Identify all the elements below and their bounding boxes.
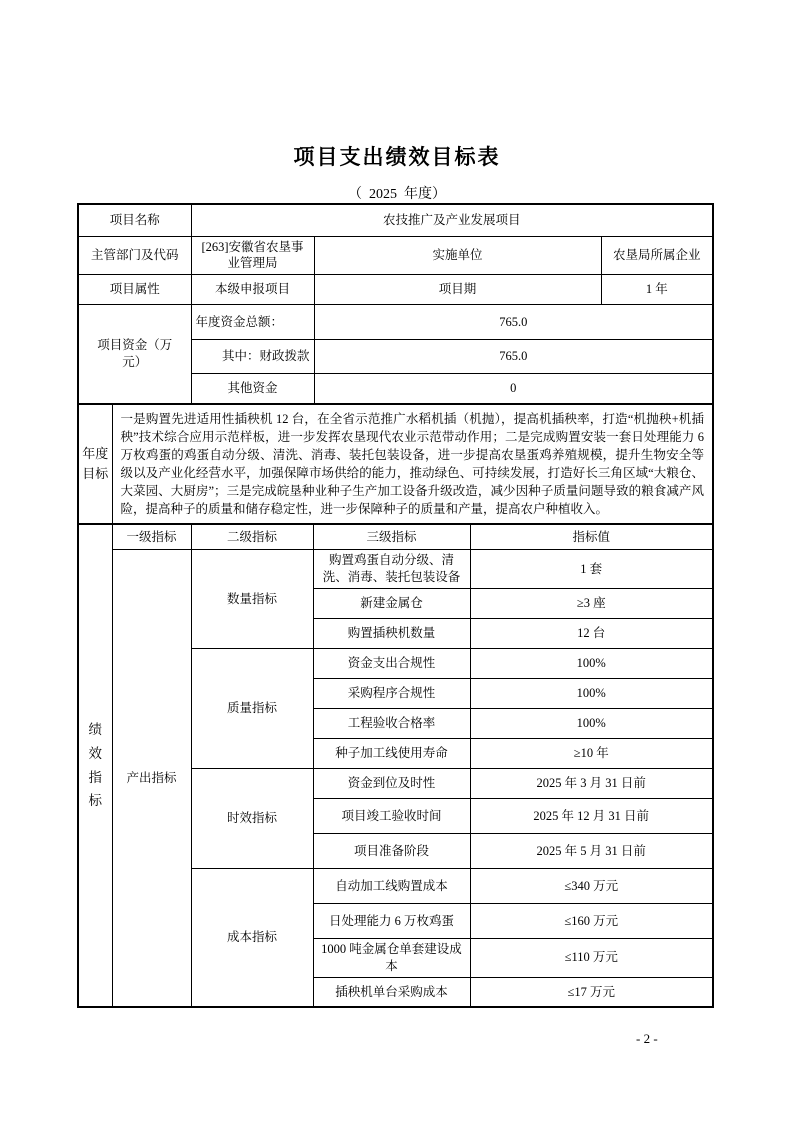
indicator-value: 2025 年 5 月 31 日前 <box>470 834 713 869</box>
attr-value: 本级申报项目 <box>191 275 314 305</box>
table-row <box>78 204 713 236</box>
group-timeliness: 时效指标 <box>191 769 313 869</box>
indicator-value: 2025 年 12 月 31 日前 <box>470 799 713 834</box>
indicator-value: 100% <box>470 709 713 739</box>
indicator-label: 购置鸡蛋自动分级、清洗、消毒、装托包装设备 <box>313 550 470 589</box>
header-level1: 一级指标 <box>112 524 191 550</box>
level1-output-indicator: 产出指标 <box>112 550 191 1008</box>
indicator-value: ≤110 万元 <box>470 939 713 978</box>
page-subtitle: （ 2025 年度） <box>348 187 446 202</box>
period-label: 项目期 <box>314 275 601 305</box>
indicator-label: 日处理能力 6 万枚鸡蛋 <box>313 904 470 939</box>
indicator-label: 采购程序合规性 <box>313 679 470 709</box>
project-name-label: 项目名称 <box>78 204 191 236</box>
group-cost: 成本指标 <box>191 869 313 1008</box>
table-row <box>78 550 713 589</box>
indicator-label: 1000 吨金属仓单套建设成本 <box>313 939 470 978</box>
indicator-label: 项目准备阶段 <box>313 834 470 869</box>
table-row <box>78 275 713 305</box>
fiscal-label: 其中：财政拨款 <box>191 340 314 374</box>
indicator-label: 项目竣工验收时间 <box>313 799 470 834</box>
indicator-value: 1 套 <box>470 550 713 589</box>
funds-label: 项目资金（万元） <box>78 305 191 404</box>
indicator-value: ≤160 万元 <box>470 904 713 939</box>
annual-total-label: 年度资金总额： <box>191 305 314 340</box>
indicator-label: 新建金属仓 <box>313 589 470 619</box>
indicator-value: ≥3 座 <box>470 589 713 619</box>
attr-label: 项目属性 <box>78 275 191 305</box>
indicator-value: 100% <box>470 679 713 709</box>
table-row <box>78 404 713 524</box>
indicator-label: 购置插秧机数量 <box>313 619 470 649</box>
indicator-value: ≤340 万元 <box>470 869 713 904</box>
dept-label: 主管部门及代码 <box>78 236 191 275</box>
indicator-label: 资金支出合规性 <box>313 649 470 679</box>
annual-total-value: 765.0 <box>314 305 713 340</box>
indicator-value: 100% <box>470 649 713 679</box>
performance-indicator-side-label: 绩效指标 <box>78 524 112 1008</box>
indicator-label: 自动加工线购置成本 <box>313 869 470 904</box>
project-name-value: 农技推广及产业发展项目 <box>191 204 713 236</box>
indicator-label: 资金到位及时性 <box>313 769 470 799</box>
project-info-table <box>77 203 714 405</box>
indicator-label: 工程验收合格率 <box>313 709 470 739</box>
dept-value: [263]安徽省农垦事业管理局 <box>191 236 314 275</box>
group-quantity: 数量指标 <box>191 550 313 649</box>
indicator-value: 2025 年 3 月 31 日前 <box>470 769 713 799</box>
other-funds-label: 其他资金 <box>191 374 314 404</box>
table-header-row <box>78 524 713 550</box>
indicator-value: 12 台 <box>470 619 713 649</box>
page-number: - 2 - <box>636 1031 658 1046</box>
header-value: 指标值 <box>470 524 713 550</box>
impl-unit-value: 农垦局所属企业 <box>601 236 713 275</box>
group-quality: 质量指标 <box>191 649 313 769</box>
annual-goal-label: 年度目标 <box>78 404 112 524</box>
other-funds-value: 0 <box>314 374 713 404</box>
page-title: 项目支出绩效目标表 <box>293 145 501 169</box>
period-value: 1 年 <box>601 275 713 305</box>
indicator-label: 插秧机单台采购成本 <box>313 977 470 1007</box>
fiscal-value: 765.0 <box>314 340 713 374</box>
header-level3: 三级指标 <box>313 524 470 550</box>
annual-goal-text: 一是购置先进适用性插秧机 12 台，在全省示范推广水稻机插（机抛），提高机插秧率，打造“机抛秧+机插秧”技术综合应用示范样板，进一步发挥农垦现代农业示范带动作用；二是完成购置安装一套日处理能力 6 万枚鸡蛋的鸡蛋自动分级、清洗、消毒、装托包装设备，进一步提高农垦蛋鸡养殖规模，提升生物安全等级以及产业化经营水平，加强保障市场供给的能力，推动绿色、可持续发展，打造好长三角区域“大粮仓、大菜园、大厨房”；三是完成皖垦种业种子生产加工设备升级改造，减少因种子质量问题导致的粮食减产风险，提高种子的质量和储存稳定性，进一步保障种子的质量和产量，提高农户种植收入。 <box>112 404 713 524</box>
impl-unit-label: 实施单位 <box>314 236 601 275</box>
indicator-value: ≤17 万元 <box>470 977 713 1007</box>
indicator-label: 种子加工线使用寿命 <box>313 739 470 769</box>
table-row <box>78 236 713 275</box>
indicators-table <box>77 523 714 1009</box>
header-level2: 二级指标 <box>191 524 313 550</box>
performance-target-table <box>77 203 714 1008</box>
indicator-value: ≥10 年 <box>470 739 713 769</box>
annual-goal-table <box>77 403 714 525</box>
table-row <box>78 305 713 340</box>
